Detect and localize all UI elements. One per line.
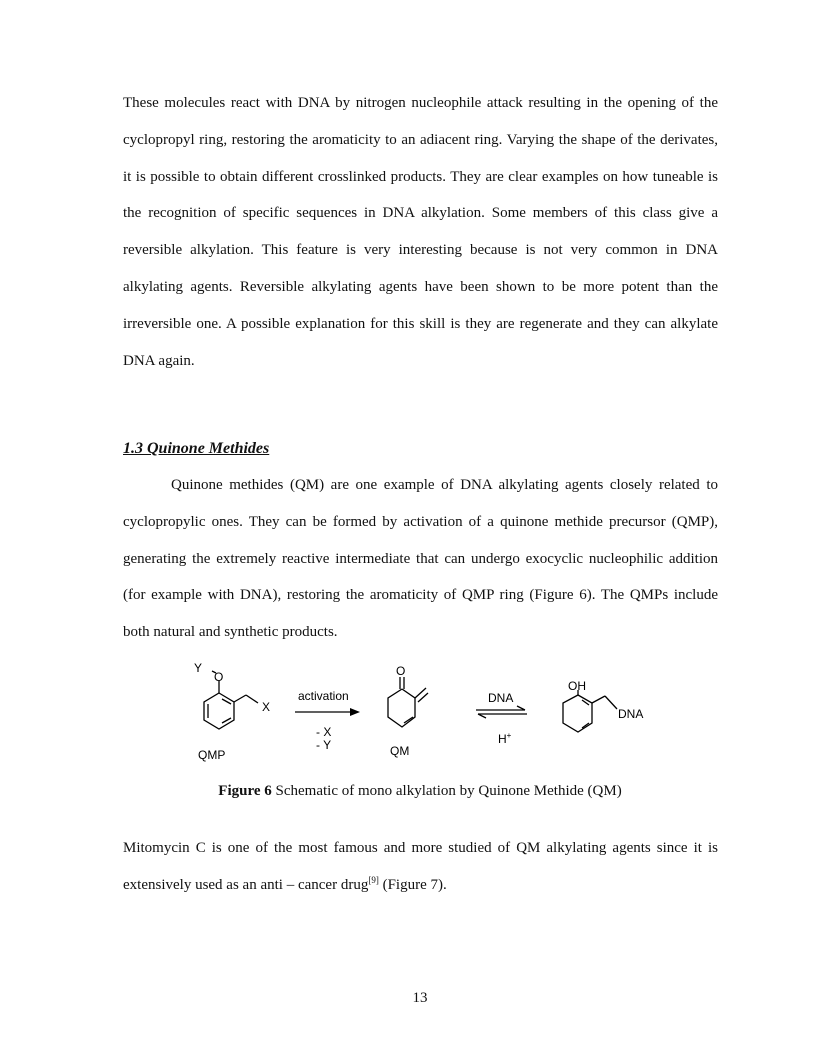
activation-arrow [295, 708, 360, 716]
qm-label: QM [390, 744, 410, 758]
body-paragraph-3-tail: (Figure 7). [378, 876, 447, 893]
equilibrium-arrows [476, 706, 527, 718]
minus-y-label: - Y [316, 738, 332, 752]
leaving-group-x: X [262, 700, 271, 714]
qmp-label: QMP [198, 748, 226, 762]
figure-label: Figure 6 [218, 783, 272, 799]
minus-x-label: - X [316, 725, 332, 739]
oxygen-label: O [214, 670, 224, 684]
activation-label: activation [298, 689, 349, 703]
figure-caption-text: Schematic of mono alkylation by Quinone Methide (QM) [271, 783, 622, 799]
body-paragraph-3-text: Mitomycin C is one of the most famous and more studied of QM alkylating agents since it is extensively used as an anti – cancer drug [123, 840, 718, 893]
qmp-structure [204, 671, 258, 729]
reference-citation: [9] [368, 874, 379, 885]
page-number: 13 [412, 990, 428, 1006]
quinone-methide-scheme [180, 655, 660, 765]
dna-product-label: DNA [618, 707, 644, 721]
substituent-y: Y [194, 661, 203, 675]
body-paragraph-2: Quinone methides (QM) are one example of DNA alkylating agents closely related to cyclopropylic ones. They can be formed by activation of a quinone methide precursor (QMP), generating the extremely reactive intermediate that can undergo exocyclic nucleophilic addition (for example with DNA), restoring the aromaticity of QMP ring (Figure 6). The QMPs include both natural and synthetic products. [123, 477, 718, 641]
proton-label: H+ [498, 731, 512, 746]
dna-arrow-label: DNA [488, 691, 514, 705]
qm-oxygen-label: O [396, 664, 406, 678]
body-paragraph-1: These molecules react with DNA by nitrogen nucleophile attack resulting in the opening of the cyclopropyl ring, restoring the aromaticity to an adiacent ring. Varying the shape of the derivates, it is possible to obtain different crosslinked products. They are clear examples on how tuneable is the recognition of specific sequences in DNA alkylation. Some members of this class give a reversible alkylation. This feature is very interesting because is not very common in DNA alkylating agents. Reversible alkylating agents have been shown to be more potent than the irreversible one. A possible explanation for this skill is they are regenerate and they can alkylate DNA again. [123, 95, 718, 369]
hydroxyl-label: OH [568, 679, 586, 693]
figure-caption [0, 783, 816, 800]
qm-structure [388, 677, 428, 727]
body-paragraph-3 [123, 830, 718, 904]
product-structure [563, 690, 617, 732]
section-heading: 1.3 Quinone Methides [123, 440, 270, 457]
